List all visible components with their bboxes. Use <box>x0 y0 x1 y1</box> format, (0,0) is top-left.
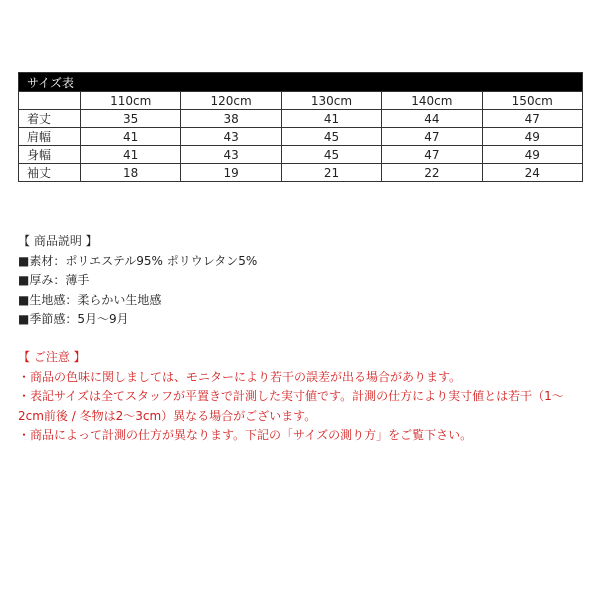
caution-line: ・表記サイズは全てスタッフが平置きで計測した実寸値です。計測の仕方により実寸値とは若干（1～ <box>18 389 564 403</box>
table-cell: 38 <box>181 110 281 128</box>
size-table-title-row <box>19 73 583 92</box>
table-cell: 41 <box>81 128 181 146</box>
description-item: ■素材：ポリエステル95% ポリウレタン5% <box>18 253 258 268</box>
caution-heading: 【 ご注意 】 <box>18 350 86 364</box>
header-size: 150cm <box>482 92 582 110</box>
table-row <box>19 164 583 182</box>
table-row <box>19 146 583 164</box>
table-cell: 43 <box>181 146 281 164</box>
header-size: 110cm <box>81 92 181 110</box>
row-label: 着丈 <box>19 110 81 128</box>
size-table-header-row <box>19 92 583 110</box>
header-size: 140cm <box>382 92 482 110</box>
table-cell: 45 <box>281 128 381 146</box>
description-heading: 【 商品説明 】 <box>18 234 98 248</box>
table-cell: 41 <box>281 110 381 128</box>
table-cell: 35 <box>81 110 181 128</box>
table-cell: 19 <box>181 164 281 182</box>
size-table <box>18 72 583 182</box>
table-cell: 18 <box>81 164 181 182</box>
table-cell: 21 <box>281 164 381 182</box>
table-row <box>19 128 583 146</box>
caution-line: ・商品の色味に関しましては、モニターにより若干の誤差が出る場合があります。 <box>18 369 462 384</box>
table-cell: 24 <box>482 164 582 182</box>
description-item: ■生地感：柔らかい生地感 <box>18 292 162 307</box>
table-cell: 43 <box>181 128 281 146</box>
caution-line: 2cm前後 / 冬物は2～3cm）異なる場合がございます。 <box>18 408 317 423</box>
table-cell: 49 <box>482 146 582 164</box>
header-size: 130cm <box>281 92 381 110</box>
header-size: 120cm <box>181 92 281 110</box>
table-cell: 49 <box>482 128 582 146</box>
description-item: ■厚み：薄手 <box>18 273 90 287</box>
table-cell: 22 <box>382 164 482 182</box>
table-cell: 45 <box>281 146 381 164</box>
table-cell: 47 <box>482 110 582 128</box>
size-table-title: サイズ表 <box>19 73 583 92</box>
table-cell: 47 <box>382 146 482 164</box>
row-label: 肩幅 <box>19 128 81 146</box>
header-empty-cell <box>19 92 81 110</box>
row-label: 袖丈 <box>19 164 81 182</box>
table-cell: 47 <box>382 128 482 146</box>
caution-notes <box>18 348 564 446</box>
description-item: ■季節感：5月～9月 <box>18 312 129 326</box>
row-label: 身幅 <box>19 146 81 164</box>
table-cell: 44 <box>382 110 482 128</box>
product-description <box>18 232 257 330</box>
caution-line: ・商品によって計測の仕方が異なります。下記の「サイズの測り方」をご覧下さい。 <box>18 428 473 442</box>
table-row <box>19 110 583 128</box>
table-cell: 41 <box>81 146 181 164</box>
